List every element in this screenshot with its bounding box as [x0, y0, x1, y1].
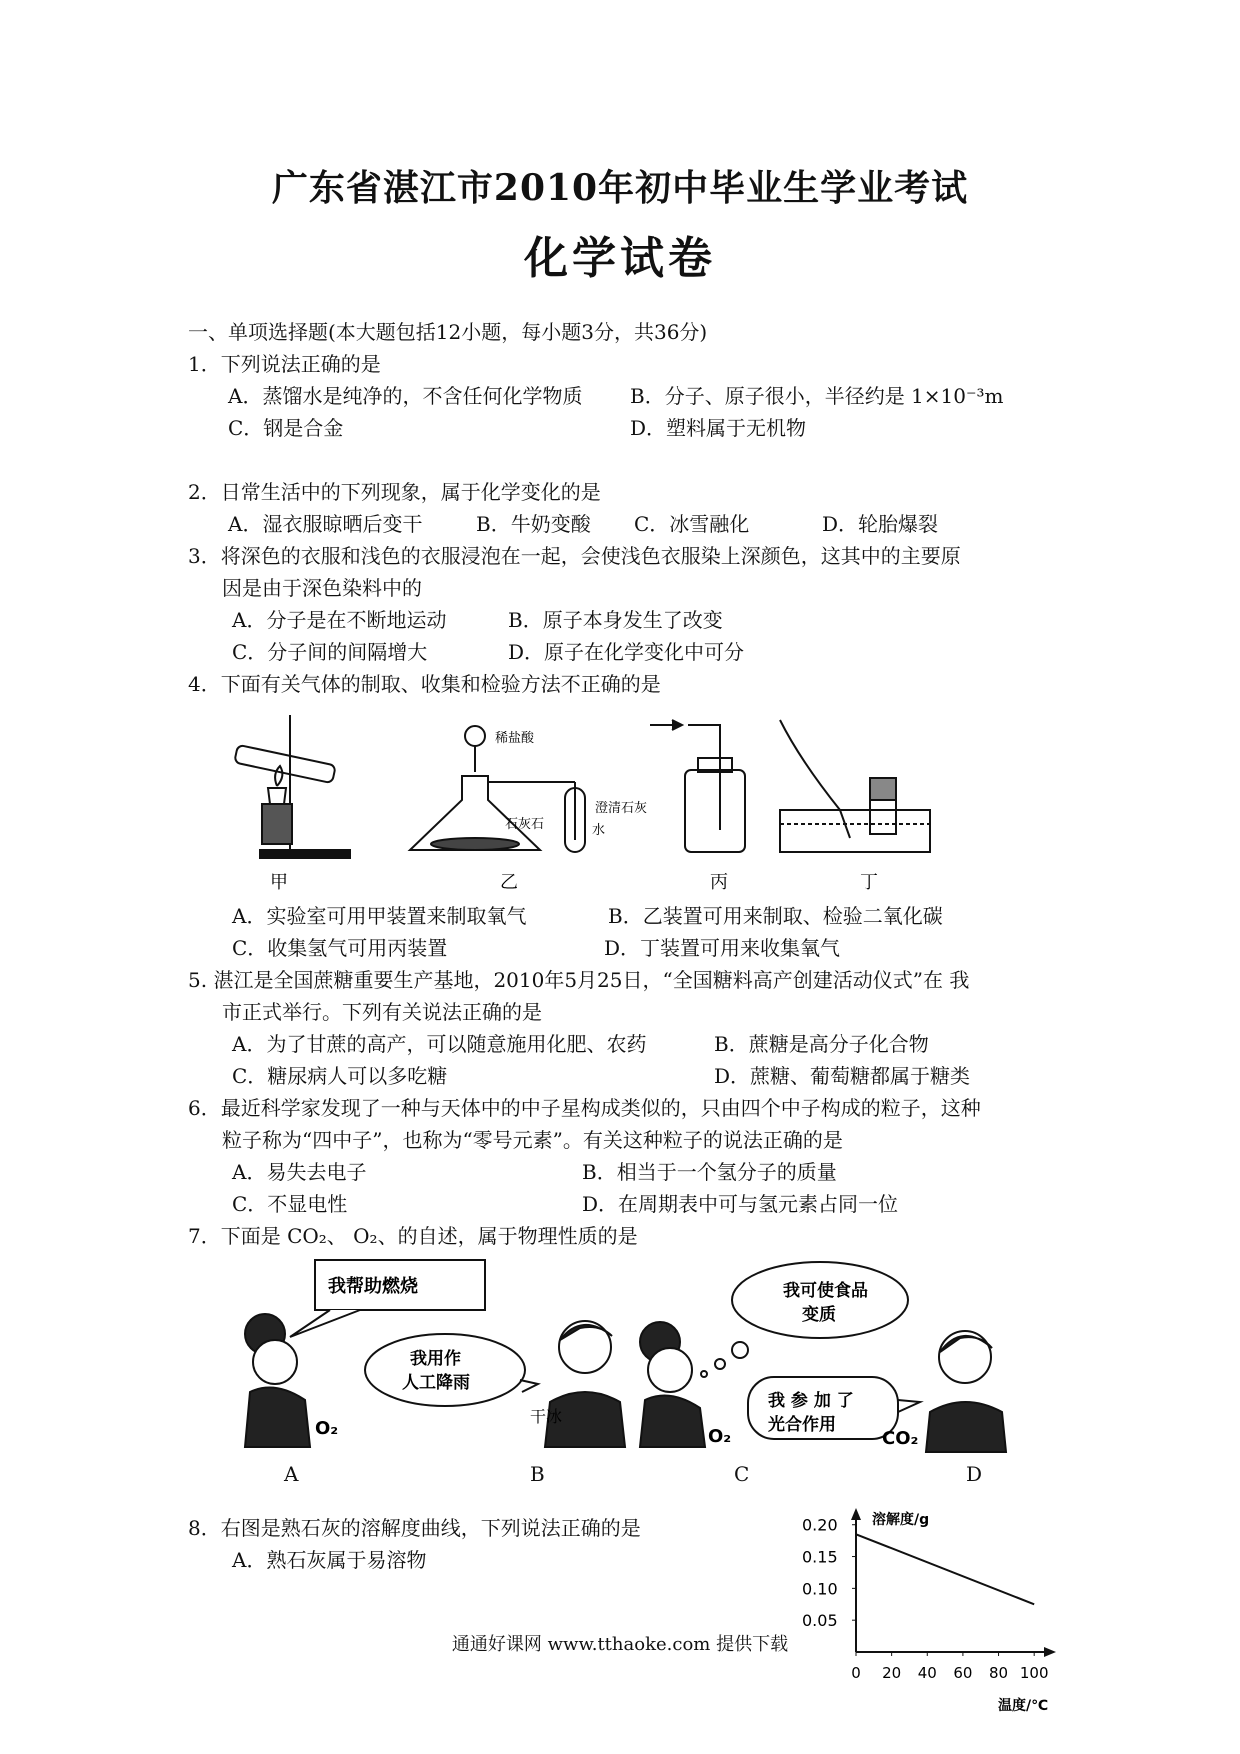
q5-stem-line1: 5. 湛江是全国蔗糖重要生产基地，2010年5月25日，“全国糖料高产创建活动仪式”在 我: [188, 968, 970, 992]
x-tick-label-0: 0: [851, 1664, 861, 1682]
q1-option-a: A．蒸馏水是纯净的，不含任何化学物质: [228, 384, 583, 408]
dry-ice-label: 干冰: [530, 1407, 563, 1426]
y-axis-arrow: [851, 1508, 861, 1520]
o2-label-a: O₂: [315, 1418, 339, 1439]
label-dilute-hcl: 稀盐酸: [495, 731, 535, 746]
q8-option-a: A．熟石灰属于易溶物: [232, 1548, 427, 1572]
q6-stem-line2: 粒子称为“四中子”，也称为“零号元素”。有关这种粒子的说法正确的是: [222, 1128, 843, 1152]
q1-option-c: C．钢是合金: [228, 416, 344, 440]
label-limewater-2: 水: [592, 823, 606, 838]
x-tick-label-3: 60: [953, 1664, 973, 1682]
label-jia: 甲: [270, 872, 288, 893]
q2-option-c: C．冰雪融化: [634, 512, 750, 536]
q6-option-b: B．相当于一个氢分子的质量: [582, 1160, 837, 1184]
q2-stem: 2．日常生活中的下列现象，属于化学变化的是: [188, 480, 601, 504]
q3-option-d: D．原子在化学变化中可分: [508, 640, 745, 664]
solubility-chart: [800, 1500, 1080, 1715]
series-line-0: [856, 1534, 1034, 1604]
q3-option-b: B．原子本身发生了改变: [508, 608, 723, 632]
cartoon-label-a: A: [284, 1462, 299, 1486]
q8-stem: 8．右图是熟石灰的溶解度曲线，下列说法正确的是: [188, 1516, 641, 1540]
bubble-b-text-2: 人工降雨: [402, 1373, 470, 1393]
q4-stem: 4．下面有关气体的制取、收集和检验方法不正确的是: [188, 672, 661, 696]
exam-title: 广东省湛江市2010年初中毕业生学业考试: [271, 167, 969, 209]
label-bing: 丙: [710, 872, 728, 893]
q5-option-a: A．为了甘蔗的高产，可以随意施用化肥、农药: [232, 1032, 647, 1056]
bubble-a-text: 我帮助燃烧: [328, 1276, 418, 1297]
q5-option-c: C．糖尿病人可以多吃糖: [232, 1064, 448, 1088]
apparatus-jia: [234, 715, 350, 858]
q5-option-b: B．蔗糖是高分子化合物: [714, 1032, 929, 1056]
bubble-c-text-2: 变质: [802, 1305, 836, 1325]
footer-source: 通通好课网 www.tthaoke.com 提供下载: [451, 1634, 789, 1655]
q5-option-d: D．蔗糖、葡萄糖都属于糖类: [714, 1064, 971, 1088]
label-ding: 丁: [860, 872, 878, 893]
q4-option-c: C．收集氢气可用丙装置: [232, 936, 448, 960]
q6-option-a: A．易失去电子: [232, 1160, 367, 1184]
y-tick-label-2: 0.15: [802, 1547, 838, 1567]
y-tick-label-0: 0.05: [802, 1611, 838, 1631]
q7-cartoon-figure: [220, 1252, 1120, 1472]
apparatus-ding: [780, 720, 930, 852]
q6-option-c: C．不显电性: [232, 1192, 348, 1216]
section-heading: 一、单项选择题(本大题包括12小题，每小题3分，共36分): [188, 320, 708, 344]
apparatus-bing: [650, 720, 745, 852]
q2-option-a: A．湿衣服晾晒后变干: [228, 512, 423, 536]
q3-stem-line1: 3．将深色的衣服和浅色的衣服浸泡在一起，会使浅色衣服染上深颜色，这其中的主要原: [188, 544, 961, 568]
cartoon-label-d: D: [966, 1462, 983, 1486]
q6-option-d: D．在周期表中可与氢元素占同一位: [582, 1192, 899, 1216]
cartoon-label-c: C: [734, 1462, 750, 1486]
bubble-d-text-2: 光合作用: [768, 1415, 836, 1435]
co2-label-d: CO₂: [882, 1428, 919, 1449]
y-tick-label-1: 0.10: [802, 1579, 838, 1599]
x-tick-label-1: 20: [882, 1664, 902, 1682]
person-d: [926, 1331, 1006, 1452]
q6-stem-line1: 6．最近科学家发现了一种与天体中的中子星构成类似的，只由四个中子构成的粒子，这种: [188, 1096, 981, 1120]
x-tick-label-5: 100: [1019, 1664, 1049, 1682]
person-b: [545, 1321, 625, 1447]
y-tick-label-3: 0.20: [802, 1515, 838, 1535]
q1-stem: 1．下列说法正确的是: [188, 352, 381, 376]
q4-option-d: D．丁装置可用来收集氧气: [604, 936, 841, 960]
q3-stem-line2: 因是由于深色染料中的: [222, 576, 422, 600]
person-c: [640, 1322, 705, 1447]
x-tick-label-4: 80: [988, 1664, 1009, 1682]
q2-option-b: B．牛奶变酸: [476, 512, 591, 536]
q3-option-a: A．分子是在不断地运动: [232, 608, 447, 632]
q1-option-d: D．塑料属于无机物: [630, 416, 807, 440]
cartoon-label-b: B: [530, 1462, 545, 1486]
x-tick-label-2: 40: [917, 1664, 937, 1682]
y-axis-label: 溶解度/g: [872, 1512, 930, 1528]
bubble-c-text-1: 我可使食品: [783, 1281, 868, 1301]
bubble-d-text-1: 我 参 加 了: [768, 1391, 854, 1411]
label-limestone: 石灰石: [505, 817, 545, 832]
q7-stem: 7．下面是 CO₂、 O₂、的自述，属于物理性质的是: [188, 1224, 638, 1248]
q1-option-b: B．分子、原子很小，半径约是 1×10⁻³m: [630, 384, 1004, 408]
q2-option-d: D．轮胎爆裂: [822, 512, 939, 536]
bubble-b: [365, 1334, 525, 1406]
bubble-b-text-1: 我用作: [410, 1349, 461, 1369]
label-yi: 乙: [500, 872, 518, 893]
x-axis-label: 温度/℃: [998, 1698, 1049, 1714]
q4-option-b: B．乙装置可用来制取、检验二氧化碳: [608, 904, 943, 928]
exam-subtitle: 化学试卷: [524, 233, 716, 284]
q3-option-c: C．分子间的间隔增大: [232, 640, 428, 664]
label-limewater-1: 澄清石灰: [595, 801, 648, 816]
q4-option-a: A．实验室可用甲装置来制取氧气: [232, 904, 527, 928]
q4-apparatus-figure: [200, 700, 1100, 900]
q5-stem-line2: 市正式举行。下列有关说法正确的是: [222, 1000, 542, 1024]
o2-label-c: O₂: [708, 1426, 732, 1447]
